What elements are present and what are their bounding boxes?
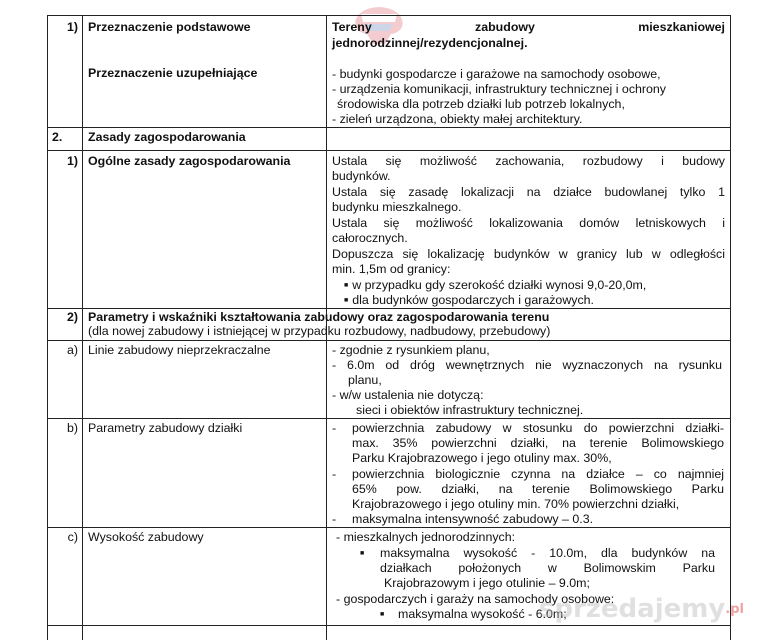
dash-marker: - [332,421,337,435]
supplementary-item: - zieleń urządzona, obiekty małej architektury. [332,112,583,126]
plot-parameter-line: Parku Krajobrazowego i jego otuliny max. 30%, [352,451,612,465]
square-bullet-icon: ■ [344,297,349,304]
square-bullet-icon: ■ [344,282,349,289]
square-bullet-icon: ■ [360,550,365,557]
zoning-table [47,15,731,640]
plot-parameter-line: 65% pow. działki, na terenie Bolimowskiego Parku [352,482,724,496]
height-line: maksymalna wysokość - 6.0m; [398,607,567,621]
row-number: 1) [66,20,78,34]
label-main-purpose: Przeznaczenie podstawowe [88,20,251,34]
rule-line: budynków. [332,169,391,183]
label-general-rules: Ogólne zasady zagospodarowania [88,154,291,168]
section-number: 2. [52,130,63,144]
supplementary-item: - budynki gospodarcze i garażowe na samochody osobowe, [332,67,661,81]
supplementary-item: - urządzenia komunikacji, infrastruktury technicznej i ochrony [332,82,667,96]
rule-line: Ustala się zasadę lokalizacji na działce budowlanej tylko 1 [332,185,725,199]
section-title: Zasady zagospodarowania [88,130,246,144]
plot-parameter-line: max. 35% powierzchni działki, na terenie Bolimowskiego [352,436,724,450]
bullet-text: w przypadku gdy szerokość działki wynosi 9,0-20,0m, [352,278,647,292]
row-letter: c) [67,530,78,544]
bullet-text: dla budynków gospodarczych i garażowych. [352,293,594,307]
building-line-item: - zgodnie z rysunkiem planu, [332,343,490,357]
square-bullet-icon: ■ [380,611,385,618]
height-line: Krajobrazowym i jego otulinie – 9.0m; [384,576,590,590]
height-line: działkach położonych w Bolimowskim Parku [380,561,715,575]
building-line-item: - w/w ustalenia nie dotyczą: [332,388,484,402]
label-building-height: Wysokość zabudowy [88,530,204,544]
height-category: - mieszkalnych jednorodzinnych: [336,530,516,544]
building-line-item: - 6.0m od dróg wewnętrznych nie wyznaczonych na rysunku [332,358,722,372]
plot-parameter-line: Krajobrazowego i jego otuliny min. 70% powierzchni działki, [352,497,680,511]
height-category: - gospodarczych i garaży na samochody osobowe: [336,592,615,606]
plot-parameter-line: powierzchnia biologicznie czynna na działce – co najmniej [352,467,724,481]
dash-marker: - [332,512,337,526]
plot-parameter-line: powierzchnia zabudowy w stosunku do powierzchni działki- [352,421,724,435]
row-number: 2) [66,310,78,324]
rule-line: Ustala się możliwość lokalizowania domów letniskowych i [332,216,725,230]
label-supplementary-purpose: Przeznaczenie uzupełniające [88,66,258,80]
rule-line: min. 1,5m od granicy: [332,262,451,276]
plot-parameter-line: maksymalna intensywność zabudowy – 0.3. [352,512,594,526]
label-plot-parameters: Parametry zabudowy działki [88,421,243,435]
building-line-item: sieci i obiektów infrastruktury technicznej. [356,403,584,417]
main-purpose-line-1: Tereny zabudowy mieszkaniowej [332,20,725,34]
row-number: 1) [66,154,78,168]
building-line-item: planu, [348,373,382,387]
dash-marker: - [332,467,337,481]
supplementary-item: środowiska dla potrzeb działki lub potrzeb lokalnych, [337,97,625,111]
parameters-title: Parametry i wskaźniki kształtowania zabudowy oraz zagospodarowania terenu [88,310,550,324]
row-letter: a) [66,343,78,357]
label-building-lines: Linie zabudowy nieprzekraczalne [88,343,271,357]
row-letter: b) [66,421,78,435]
main-purpose-line-2: jednorodzinnej/rezydencjonalnej. [332,36,528,50]
height-line: maksymalna wysokość - 10.0m, dla budynków na [380,546,715,560]
watermark-text: sprzedajemy [538,593,726,624]
rule-line: Dopuszcza się lokalizację budynków w granicy lub w odległości [332,247,725,261]
rule-line: budynku mieszkalnego. [332,200,462,214]
watermark-suffix: .pl [725,601,744,617]
rule-line: całorocznych. [332,231,408,245]
rule-line: Ustala się możliwość zachowania, rozbudowy i budowy [332,154,725,168]
parameters-subtitle: (dla nowej zabudowy i istniejącej w przypadku rozbudowy, nadbudowy, przebudowy) [88,324,551,338]
bullet-item [344,293,594,311]
